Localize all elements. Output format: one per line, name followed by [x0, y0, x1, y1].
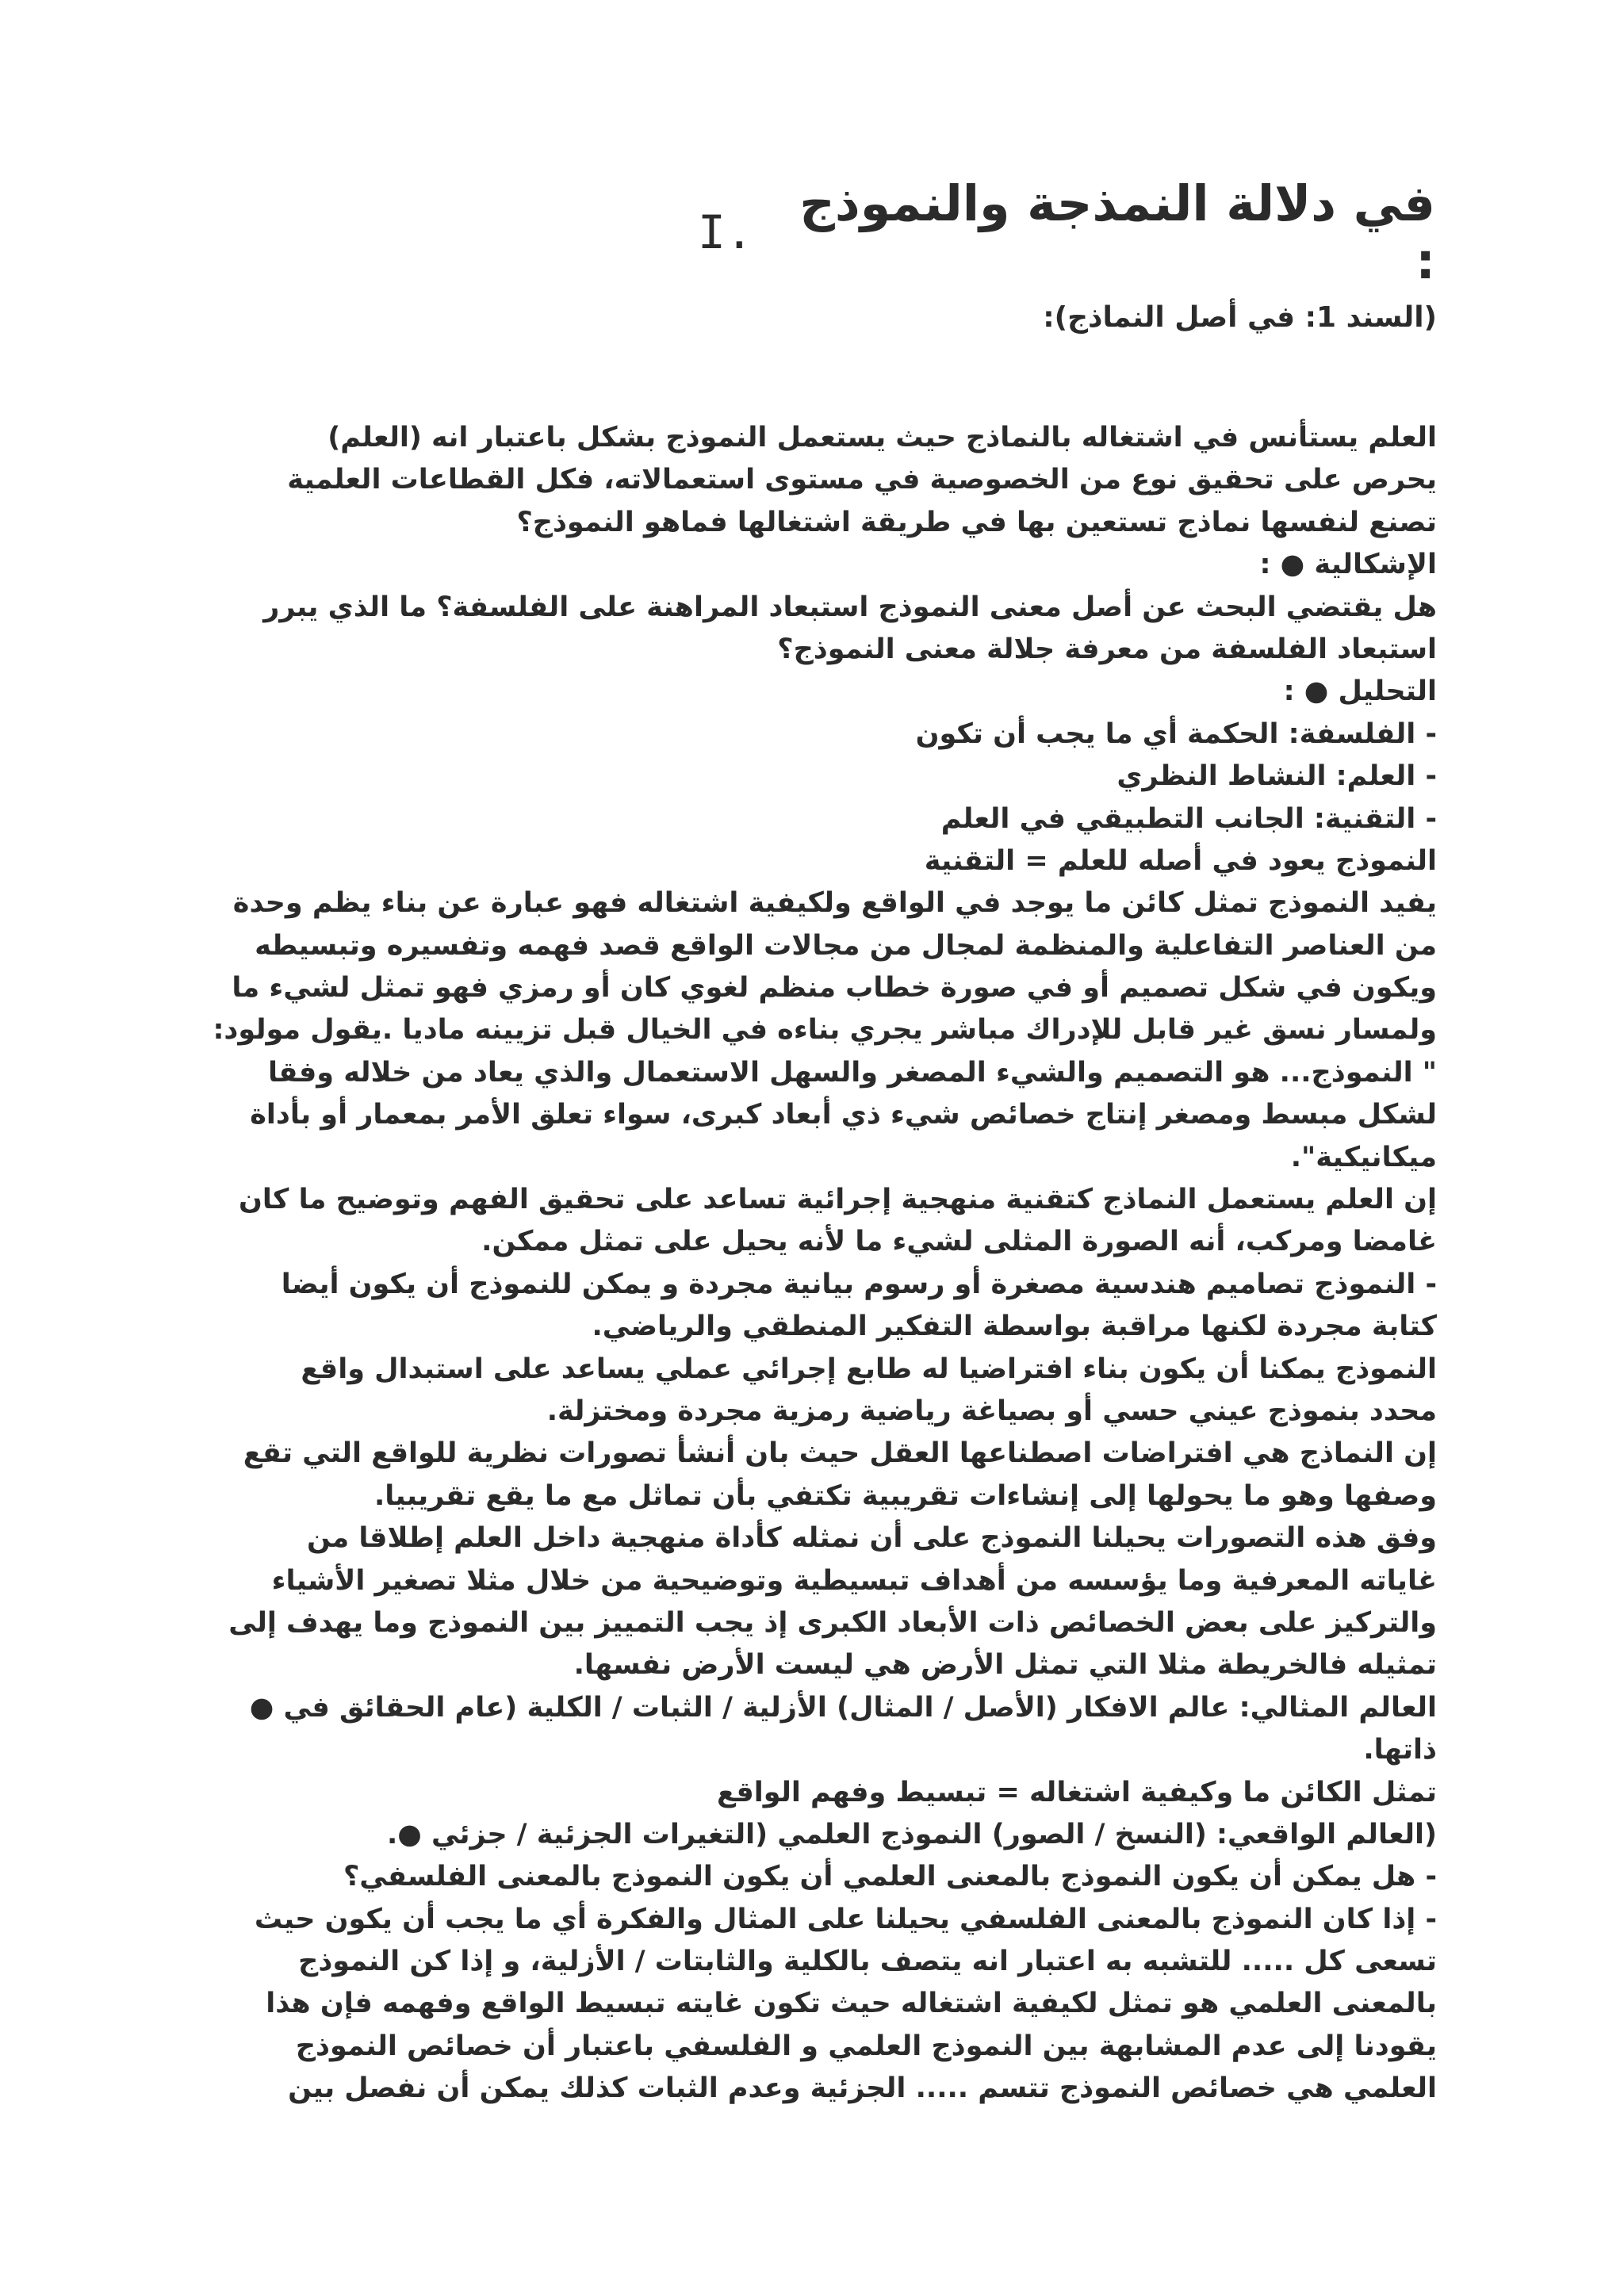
body-text-line: تمثل الكائن ما وكيفية اشتغاله = تبسيط وفهم الواقع	[716, 1776, 1437, 1808]
body-text-line: ولمسار نسق غير قابل للإدراك مباشر يجري بناءه في الخيال قبل تزيينه ماديا .يقول مولود:	[213, 1014, 1437, 1047]
section-number: I.	[698, 205, 753, 259]
body-text-line: تسعى كل ..... للتشبه به اعتبار انه يتصف بالكلية والثابتات / الأزلية، و إذا كن النموذج	[298, 1946, 1437, 1978]
body-text-line: إن النماذج هي افتراضات اصطناعها العقل حيث بان أنشأ تصورات نظرية للواقع التي تقع	[243, 1437, 1437, 1470]
body-text-line: - الفلسفة: الحكمة أي ما يجب أن تكون	[915, 718, 1437, 750]
body-text-line: من العناصر التفاعلية والمنظمة لمجال من مجالات الواقع قصد فهمه وتفسيره وتبسيطه	[255, 929, 1437, 962]
body-text-line: يقودنا إلى عدم المشابهة بين النموذج العلمي و الفلسفي باعتبار أن خصائص النموذج	[295, 2030, 1437, 2062]
body-text-line: غاياته المعرفية وما يؤسسه من أهداف تبسيطية وتوضيحية من خلال مثلا تصغير الأشياء	[271, 1564, 1437, 1597]
document-subheading: (السند 1: في أصل النماذج):	[1043, 301, 1437, 334]
body-text-line: استبعاد الفلسفة من معرفة جلالة معنى النموذج؟	[777, 633, 1437, 665]
body-text-line: - هل يمكن أن يكون النموذج بالمعنى العلمي أن يكون النموذج بالمعنى الفلسفي؟	[343, 1861, 1437, 1893]
body-text-line: " النموذج... هو التصميم والشيء المصغر والسهل الاستعمال والذي يعاد من خلاله وفقا	[268, 1056, 1437, 1089]
body-text-line: إن العلم يستعمل النماذج كتقنية منهجية إجرائية تساعد على تحقيق الفهم وتوضيح ما كان	[239, 1184, 1437, 1216]
body-text-line: العلمي هي خصائص النموذج تتسم ..... الجزئية وعدم الثبات كذلك يمكن أن نفصل بين	[288, 2072, 1437, 2105]
body-text-line: لشكل مبسط ومصغر إنتاج خصائص شيء ذي أبعاد كبرى، سواء تعلق الأمر بمعمار أو بأداة	[250, 1099, 1437, 1131]
body-text-line: والتركيز على بعض الخصائص ذات الأبعاد الكبرى إذ يجب التمييز بين النموذج وما يهدف إلى	[228, 1606, 1437, 1639]
body-text-line: محدد بنموذج عيني حسي أو بصياغة رياضية رمزية مجردة ومختزلة.	[546, 1395, 1437, 1427]
body-text-line: وصفها وهو ما يحولها إلى إنشاءات تقريبية تكتفي بأن تماثل مع ما يقع تقريبيا.	[373, 1479, 1437, 1512]
section-title: في دلالة النمذجة والنموذج :	[799, 174, 1435, 290]
body-text-line: النموذج يمكنا أن يكون بناء افتراضيا له طابع إجرائي عملي يساعد على استبدال واقع	[301, 1353, 1437, 1385]
body-text-line: العالم المثالي: عالم الافكار (الأصل / المثال) الأزلية / الثبات / الكلية (عام الحقائق في ●	[249, 1691, 1437, 1724]
body-text-line: غامضا ومركب، أنه الصورة المثلى لشيء ما لأنه يحيل على تمثل ممكن.	[481, 1226, 1437, 1258]
body-text-line: النموذج يعود في أصله للعلم = التقنية	[924, 844, 1437, 877]
body-text-line: - إذا كان النموذج بالمعنى الفلسفي يحيلنا على المثال والفكرة أي ما يجب أن يكون حيث	[254, 1903, 1437, 1935]
body-text-line: - التقنية: الجانب التطبيقي في العلم	[940, 802, 1437, 835]
document-body	[190, 417, 1437, 2110]
body-text-line: وفق هذه التصورات يحيلنا النموذج على أن نمثله كأداة منهجية داخل العلم إطلاقا من	[307, 1522, 1437, 1555]
body-text-line: - العلم: النشاط النظري	[1116, 760, 1437, 793]
section-heading	[698, 174, 1435, 290]
body-text-line: هل يقتضي البحث عن أصل معنى النموذج استبعاد المراهنة على الفلسفة؟ ما الذي يبرر	[263, 591, 1437, 623]
body-text-line: تصنع لنفسها نماذج تستعين بها في طريقة اشتغالها فماهو النموذج؟	[516, 506, 1437, 538]
body-text-line: العلم يستأنس في اشتغاله بالنماذج حيث يستعمل النموذج بشكل باعتبار انه (العلم)	[327, 422, 1437, 453]
body-text-line: التحليل ● :	[1283, 675, 1437, 708]
body-text-line: كتابة مجردة لكنها مراقبة بواسطة التفكير المنطقي والرياضي.	[592, 1311, 1437, 1343]
body-text-line: يفيد النموذج تمثل كائن ما يوجد في الواقع ولكيفية اشتغاله فهو عبارة عن بناء يظم وحدة	[232, 887, 1437, 920]
body-text-line: يحرص على تحقيق نوع من الخصوصية في مستوى استعمالاته، فكل القطاعات العلمية	[287, 464, 1437, 496]
body-text-line: - النموذج تصاميم هندسية مصغرة أو رسوم بيانية مجردة و يمكن للنموذج أن يكون أيضا	[281, 1268, 1437, 1300]
body-text-line: ذاتها.	[1363, 1734, 1437, 1766]
body-text-line: بالمعنى العلمي هو تمثل لكيفية اشتغاله حيث تكون غايته تبسيط الواقع وفهمه فإن هذا	[266, 1988, 1437, 2020]
body-text-line: ميكانيكية".	[1290, 1141, 1437, 1173]
body-text-line: (العالم الواقعي: (النسخ / الصور) النموذج العلمي (التغيرات الجزئية / جزئي ●.	[386, 1818, 1437, 1850]
body-text-line: تمثيله فالخريطة مثلا التي تمثل الأرض هي ليست الأرض نفسها.	[573, 1649, 1437, 1682]
body-text-line: الإشكالية ● :	[1259, 549, 1437, 581]
body-text-line: ويكون في شكل تصميم أو في صورة خطاب منظم لغوي كان أو رمزي فهو تمثل لشيء ما	[232, 972, 1437, 1004]
